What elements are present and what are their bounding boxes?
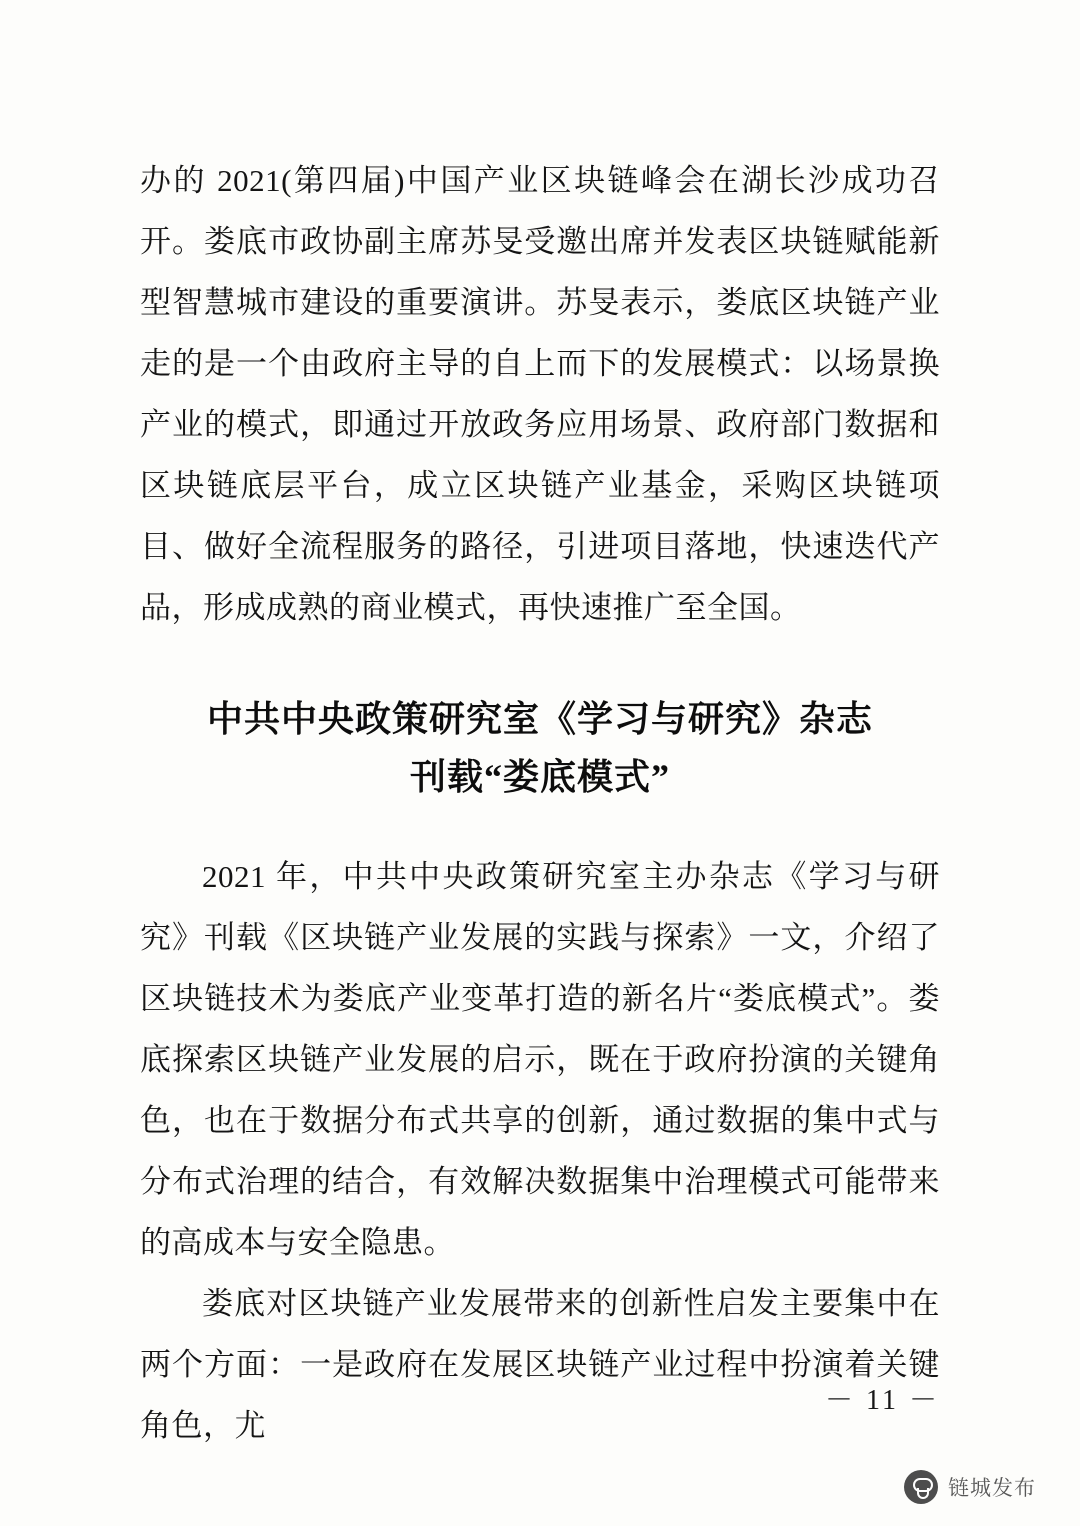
- paragraph-body-2: 娄底对区块链产业发展带来的创新性启发主要集中在两个方面：一是政府在发展区块链产业过程中扮演着关键角色，尤: [140, 1286, 940, 1443]
- section-heading: [140, 690, 940, 806]
- section-heading-line-1: 中共中央政策研究室《学习与研究》杂志: [206, 699, 873, 739]
- watermark: [904, 1470, 1036, 1504]
- page-content: [140, 150, 940, 1456]
- watermark-label: 链城发布: [948, 1477, 1036, 1500]
- paragraph-continued: 办的 2021(第四届)中国产业区块链峰会在湖长沙成功召开。娄底市政协副主席苏旻受邀出席并发表区块链赋能新型智慧城市建设的重要演讲。苏旻表示，娄底区块链产业走的是一个由政府主导的自上而下的发展模式：以场景换产业的模式，即通过开放政务应用场景、政府部门数据和区块链底层平台，成立区块链产业基金，采购区块链项目、做好全流程服务的路径，引进项目落地，快速迭代产品，形成成熟的商业模式，再快速推广至全国。: [140, 163, 940, 625]
- paragraph-body-1: 2021 年，中共中央政策研究室主办杂志《学习与研究》刊载《区块链产业发展的实践与探索》一文，介绍了区块链技术为娄底产业变革打造的新名片“娄底模式”。娄底探索区块链产业发展的启示，既在于政府扮演的关键角色，也在于数据分布式共享的创新，通过数据的集中式与分布式治理的结合，有效解决数据集中治理模式可能带来的高成本与安全隐患。: [140, 859, 940, 1260]
- wechat-account-logo-icon: [904, 1470, 938, 1504]
- page-number: － 11 －: [825, 1385, 940, 1416]
- section-heading-line-2: 刊载“娄底模式”: [409, 757, 670, 797]
